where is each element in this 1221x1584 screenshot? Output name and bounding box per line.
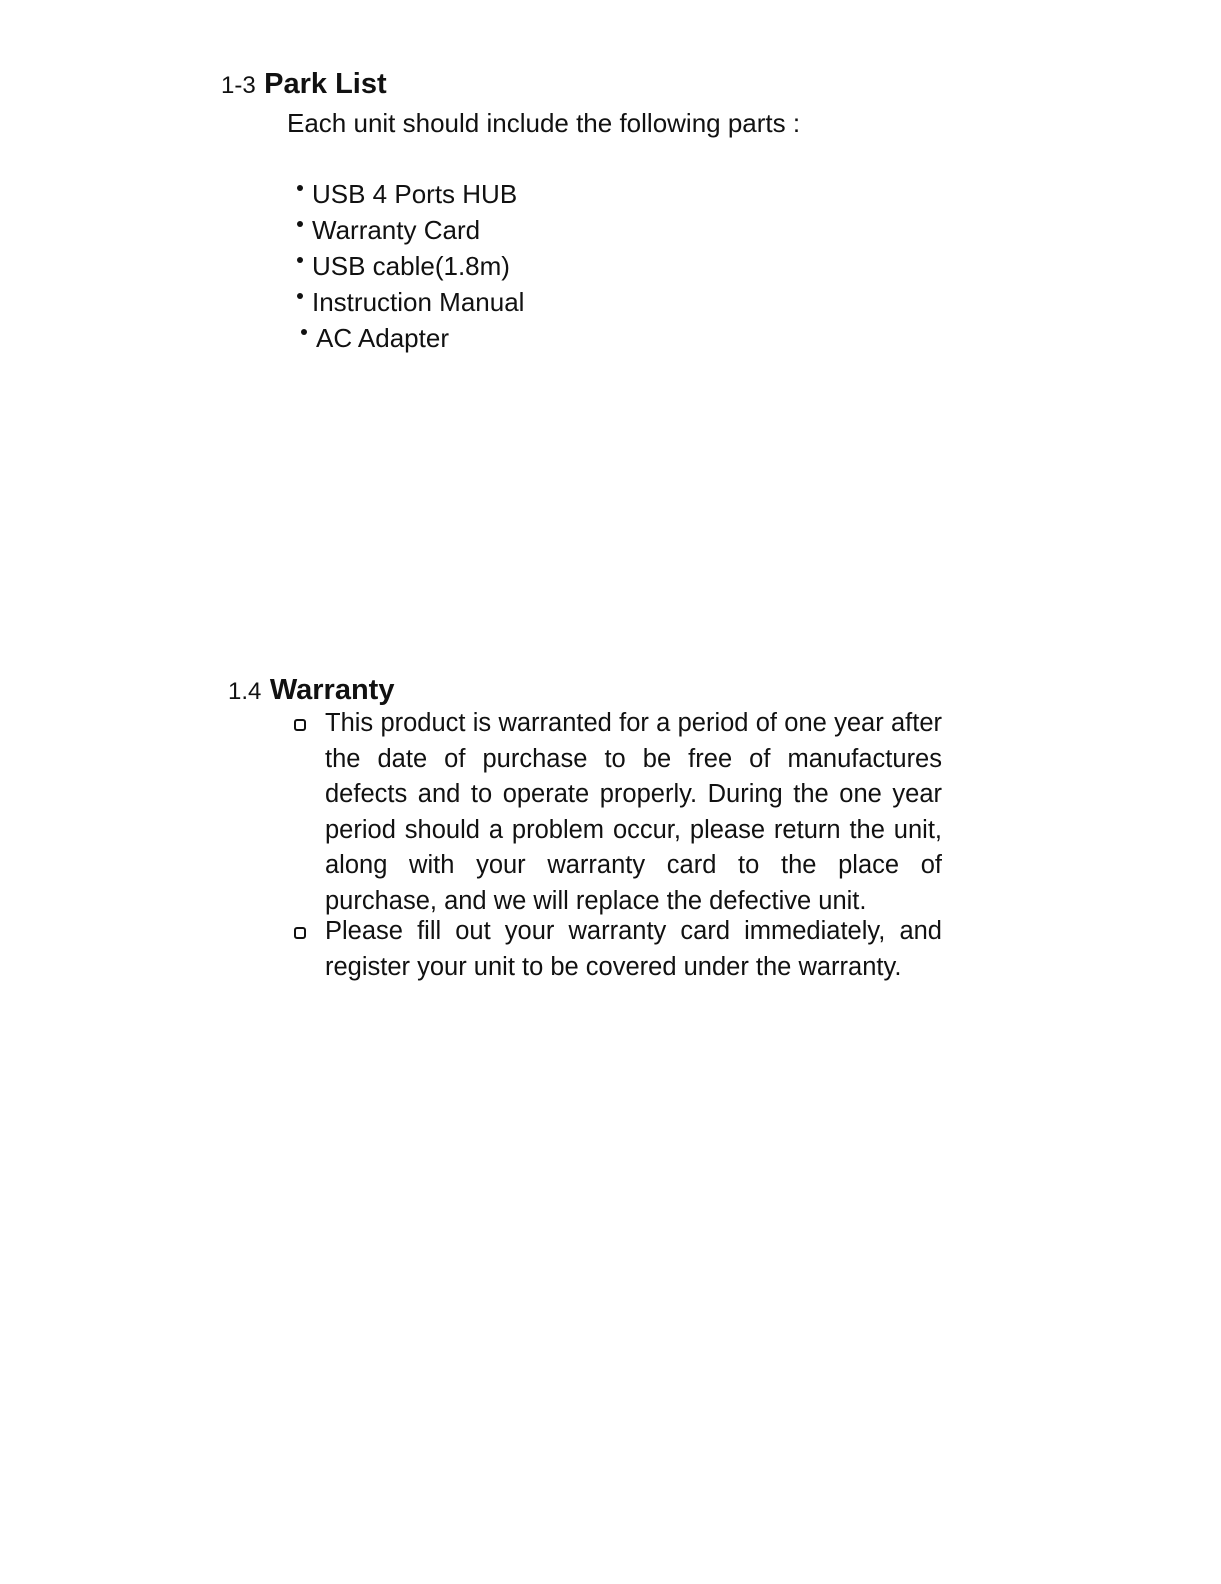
list-item — [297, 176, 524, 212]
park-list-section-number: 1-3 — [221, 72, 256, 99]
part-label: USB 4 Ports HUB — [312, 179, 518, 209]
list-item — [297, 284, 524, 320]
checkbox-bullet-icon — [294, 927, 306, 939]
list-item — [297, 320, 524, 356]
part-label: Warranty Card — [312, 215, 481, 245]
checkbox-bullet-icon — [294, 719, 306, 731]
bullet-icon — [297, 257, 303, 263]
list-item — [294, 706, 942, 919]
list-item — [297, 248, 524, 284]
list-item — [297, 212, 524, 248]
warranty-list — [294, 706, 942, 985]
list-item — [294, 914, 942, 985]
parts-list — [297, 176, 524, 356]
bullet-icon — [297, 221, 303, 227]
warranty-heading — [228, 676, 394, 705]
warranty-paragraph: Please fill out your warranty card immediately, and register your unit to be covered under the warranty. — [325, 917, 942, 981]
park-list-intro: Each unit should include the following parts : — [287, 108, 801, 138]
part-label: Instruction Manual — [312, 287, 525, 317]
bullet-icon — [297, 293, 303, 299]
warranty-section-number: 1.4 — [228, 678, 262, 705]
warranty-paragraph: This product is warranted for a period of one year after the date of purchase to be free of manufactures defects and to operate properly. During the one year period should a problem occur, please return the unit, along with your warranty card to the place of purchase, and we will replace the defective unit. — [325, 709, 942, 915]
park-list-title: Park List — [264, 68, 387, 100]
part-label: USB cable(1.8m) — [312, 251, 510, 281]
warranty-title: Warranty — [269, 674, 395, 706]
bullet-icon — [301, 329, 307, 335]
bullet-icon — [297, 185, 303, 191]
part-label: AC Adapter — [316, 323, 449, 353]
park-list-heading — [221, 70, 387, 99]
